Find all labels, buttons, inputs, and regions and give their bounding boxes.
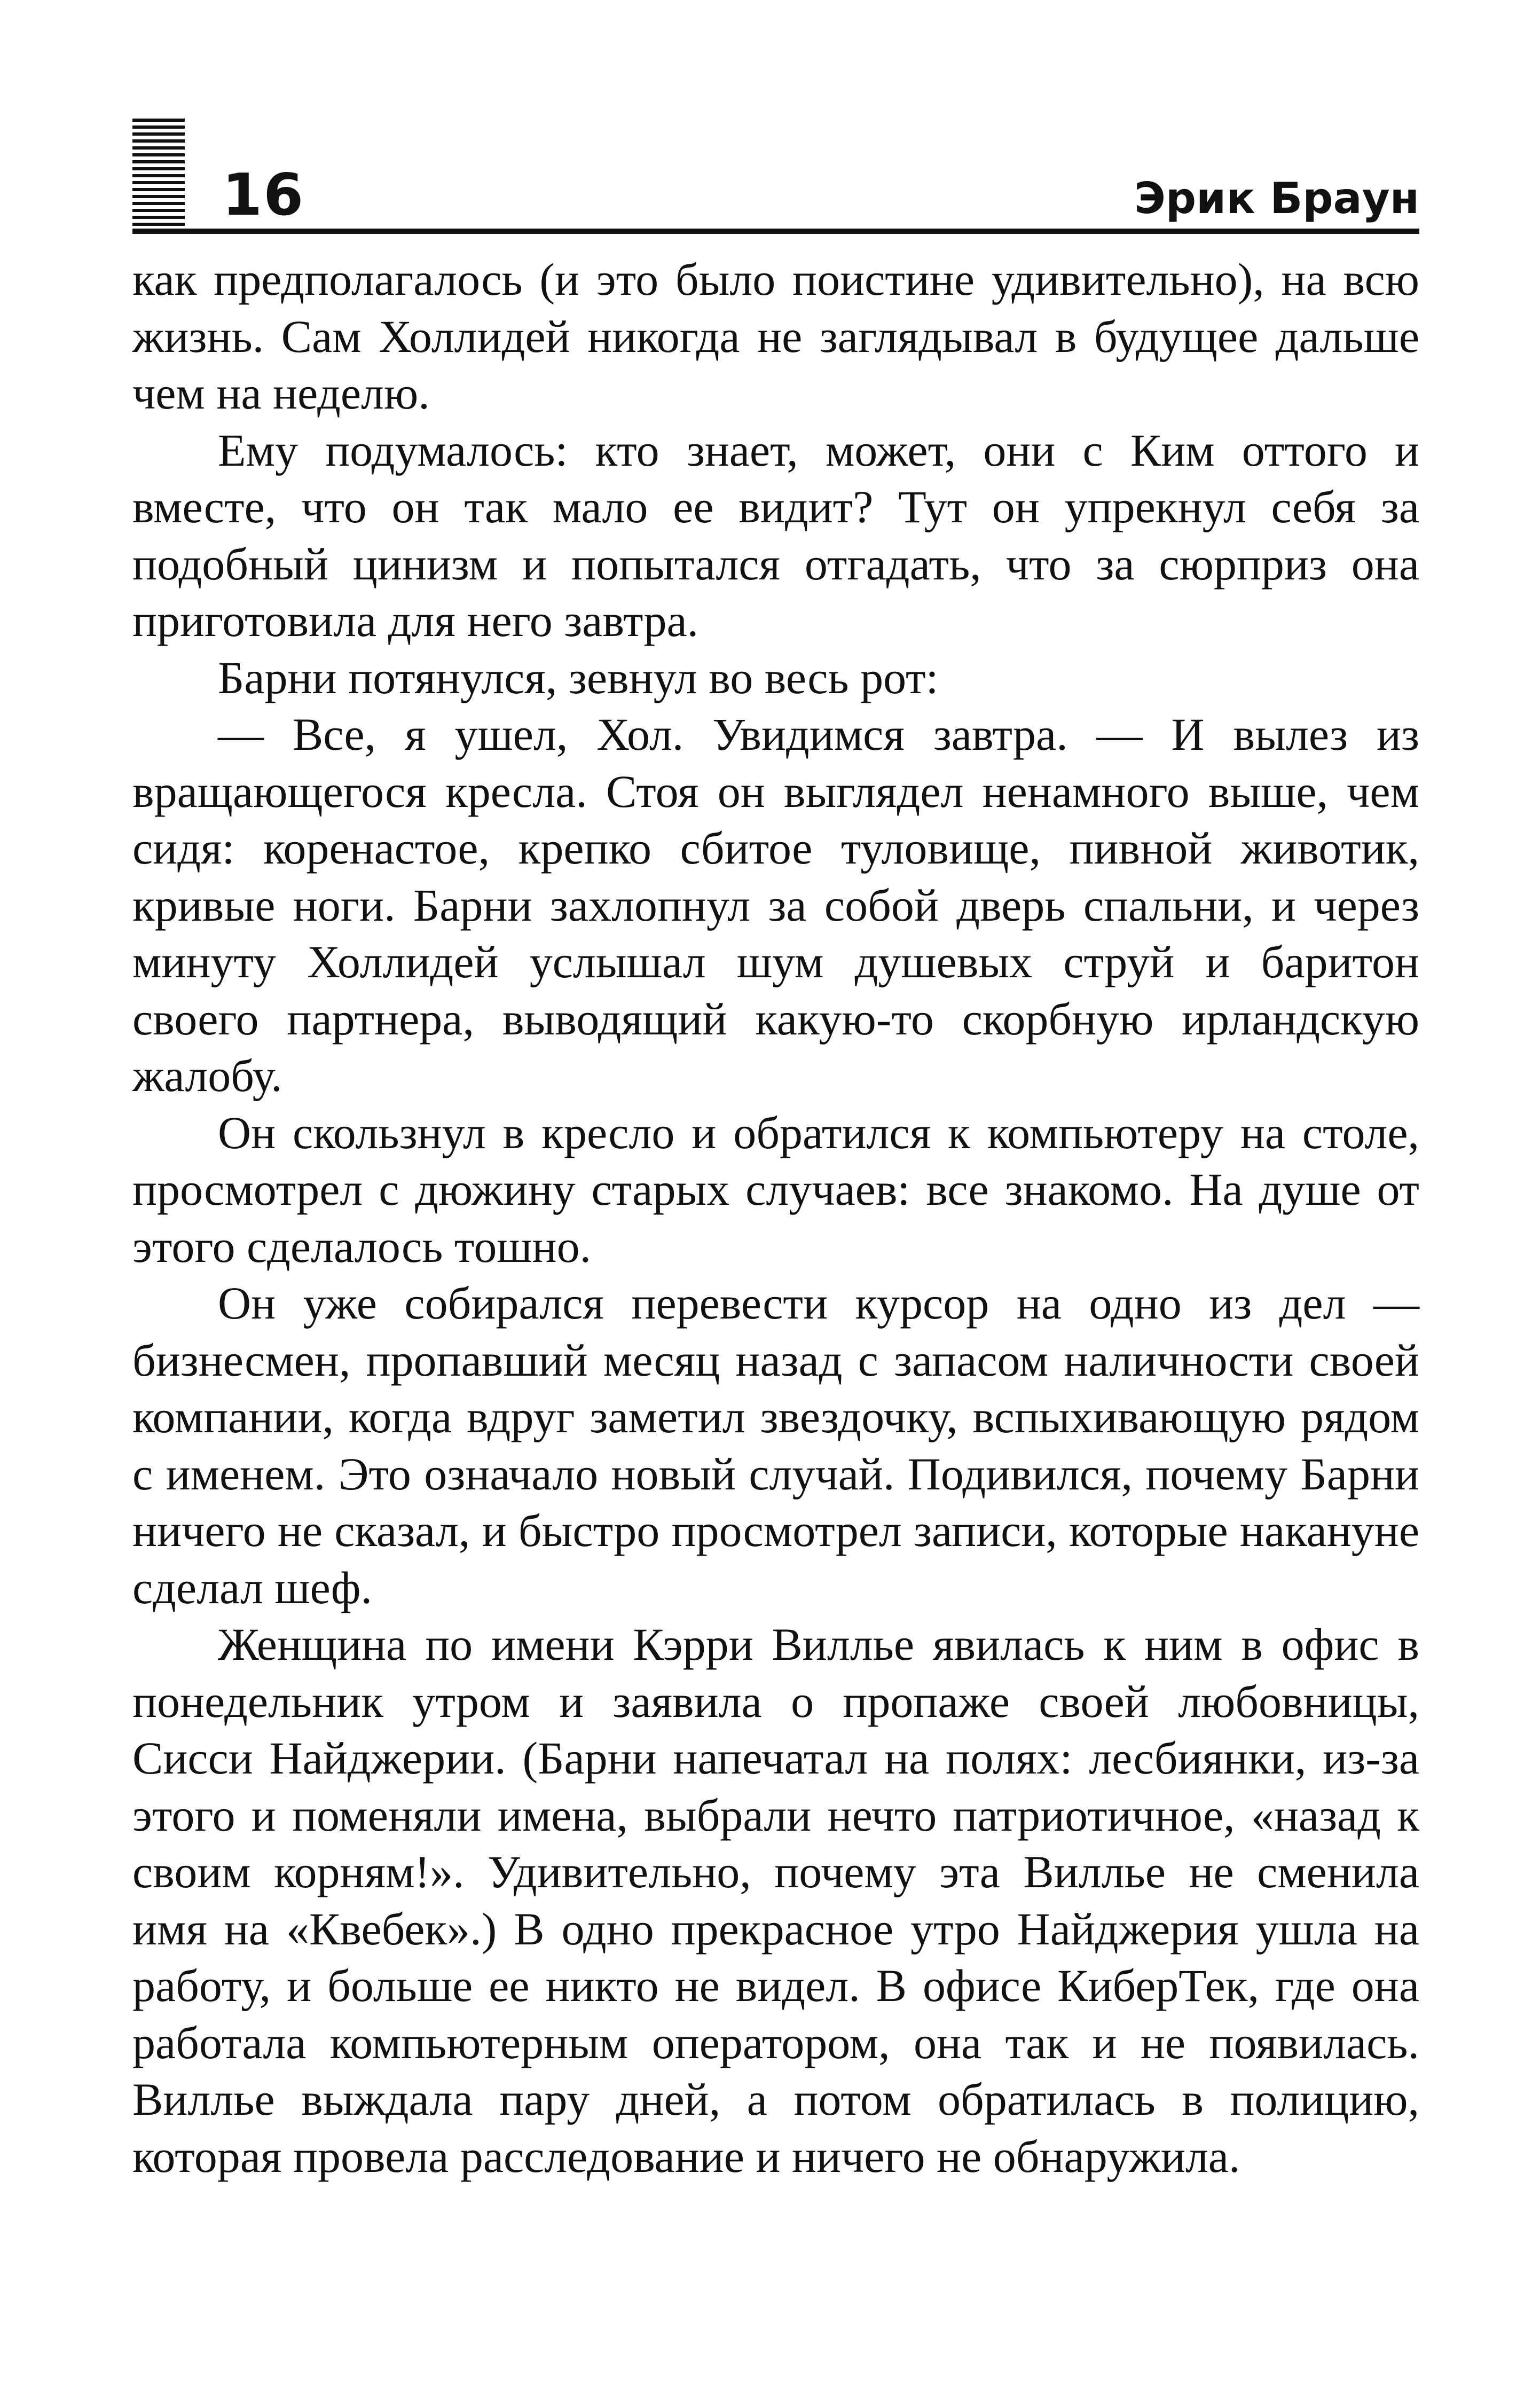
- header-rule: [132, 229, 1419, 234]
- paragraph: Ему подумалось: кто знает, может, они с Ким оттого и вместе, что он так мало ее видит? Тут он упрекнул себя за подобный цинизм и попытался отгадать, что за сюрприз она приготовила для него завтра.: [132, 424, 1419, 646]
- running-title: Эрик Браун: [1134, 174, 1419, 223]
- paragraph: Он уже собирался перевести курсор на одно из дел — бизнесмен, пропавший месяц назад с запасом наличности своей компании, когда вдруг заметил звездочку, вспыхивающую рядом с именем. Это означало новый случай. Подивился, почему Барни ничего не сказал, и быстро просмотрел записи, которые накануне сделал шеф.: [132, 1277, 1419, 1613]
- running-header: [132, 119, 1419, 236]
- paragraph: — Все, я ушел, Хол. Увидимся завтра. — И вылез из вращающегося кресла. Стоя он выглядел ненамного выше, чем сидя: коренастое, крепко сбитое туловище, пивной животик, кривые ноги. Барни захлопнул за собой дверь спальни, и через минуту Холлидей услышал шум душевых струй и баритон своего партнера, выводящий какую-то скорбную ирландскую жалобу.: [132, 709, 1419, 1101]
- paragraph: как предполагалось (и это было поистине удивительно), на всю жизнь. Сам Холлидей никогда не заглядывал в будущее дальше чем на неделю.: [132, 254, 1419, 419]
- paragraph: Барни потянулся, зевнул во весь рот:: [218, 652, 939, 703]
- header-ornament: [132, 119, 185, 231]
- paragraph: Женщина по имени Кэрри Виллье явилась к ним в офис в понедельник утром и заявила о пропаже своей любовницы, Сисси Найджерии. (Барни напечатал на полях: лесбиянки, из-за этого и поменяли имена, выбрали нечто патриотичное, «назад к своим корням!». Удивительно, почему эта Виллье не сменила имя на «Квебек».) В одно прекрасное утро Найджерия ушла на работу, и больше ее никто не видел. В офисе КиберТек, где она работала компьютерным оператором, она так и не появилась. Виллье выждала пару дней, а потом обратилась в полицию, которая провела расследование и ничего не обнаружила.: [132, 1619, 1419, 2182]
- paragraph: Он скользнул в кресло и обратился к компьютеру на столе, просмотрел с дюжину старых случаев: все знакомо. На душе от этого сделалось тошно.: [132, 1107, 1419, 1272]
- page-number: 16: [222, 162, 305, 229]
- body-text: [132, 251, 1419, 2185]
